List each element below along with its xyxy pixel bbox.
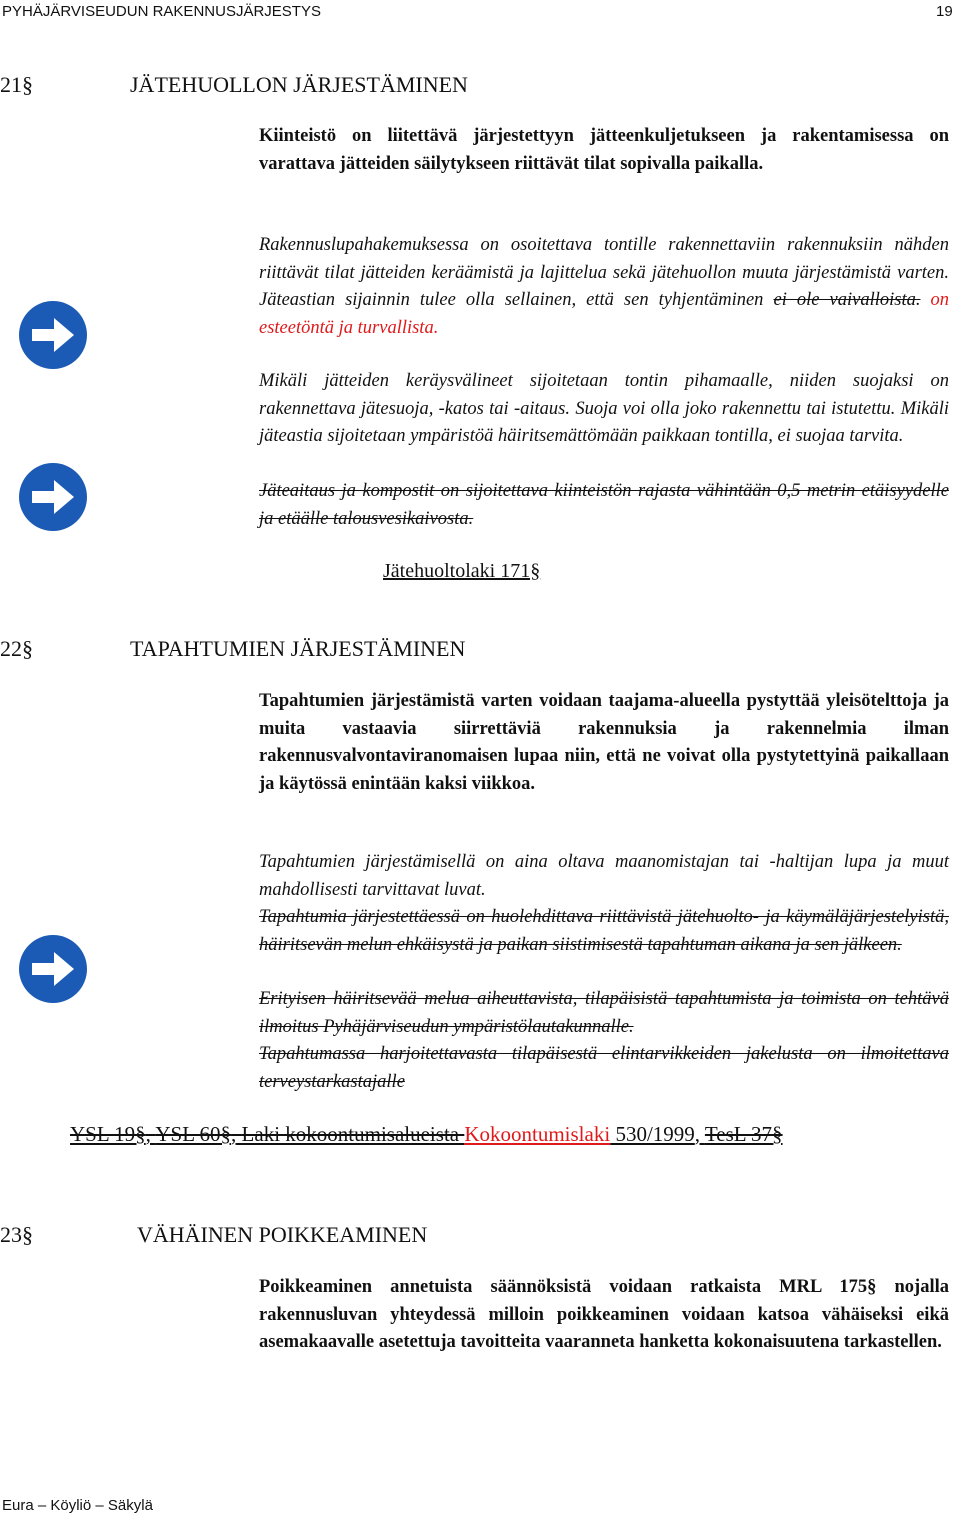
section-22-number: 22§ xyxy=(0,636,33,661)
ref-separator: , xyxy=(145,1122,156,1146)
section-22-law-references xyxy=(70,1122,783,1147)
section-21-deleted-text: ei ole vaivalloista. xyxy=(773,290,921,310)
section-22-title: TAPAHTUMIEN JÄRJESTÄMINEN xyxy=(130,636,466,661)
ref-new-law: Kokoontumislaki xyxy=(464,1122,611,1146)
section-21-title: JÄTEHUOLLON JÄRJESTÄMINEN xyxy=(130,72,468,97)
section-22-deleted-paragraph-3: Tapahtumassa harjoitettavasta tilapäisestä elintarvikkeiden jakelusta on ilmoitettava terveystarkastajalle xyxy=(259,1044,949,1092)
section-23-number: 23§ xyxy=(0,1222,33,1247)
section-21-paragraph-3: Mikäli jätteiden keräysvälineet sijoitetaan tontin pihamaalle, niiden suojaksi on rakennettava jätesuoja, -katos tai -aitaus. Suoja voi olla joko rakennettu tai istutettu. Mikäli jäteastia sijoitetaan ympäristöä häiritsemättömään paikkaan tontilla, ei suojaa tarvita. xyxy=(259,371,949,446)
right-arrow-icon xyxy=(18,462,88,532)
section-21-paragraph-2-text: Rakennuslupahakemuksessa on osoitettava tontille rakennettaviin rakennuksiin nähden riittävät tilat jätteiden keräämistä ja lajittelua sekä jätehuollon muuta järjestämistä varten. Jäteastian sijainnin tulee olla sellainen, että sen tyhjentäminen xyxy=(259,235,949,310)
ref-old-law: Laki kokoontumisalueista xyxy=(241,1122,465,1146)
section-23-paragraph-1: Poikkeaminen annetuista säännöksistä voidaan ratkaista MRL 175§ nojalla rakennusluvan yhteydessä milloin poikkeaminen voidaan katsoa vähäiseksi eikä asemakaavalle asetettuja tavoitteita vaaranneta hanketta kokonaisuutena tarkastellen. xyxy=(259,1277,949,1352)
ref-ysl-19: YSL 19§ xyxy=(70,1122,146,1146)
right-arrow-icon xyxy=(18,934,88,1004)
section-22-paragraph-2: Tapahtumien järjestämisellä on aina oltava maanomistajan tai -haltijan lupa ja muut mahdollisesti tarvittavat luvat. xyxy=(259,852,949,900)
section-23-title: VÄHÄINEN POIKKEAMINEN xyxy=(137,1222,428,1247)
page-number: 19 xyxy=(936,3,953,20)
ref-ysl-60: YSL 60§ xyxy=(155,1122,232,1146)
document-header-title: PYHÄJÄRVISEUDUN RAKENNUSJÄRJESTYS xyxy=(2,3,321,20)
section-21-law-reference: Jätehuoltolaki 171§ xyxy=(383,560,541,582)
section-22-deleted-paragraph-2: Erityisen häiritsevää melua aiheuttavista, tilapäisistä tapahtumista ja toimista on tehtävä ilmoitus Pyhäjärviseudun ympäristölautakunnalle. xyxy=(259,989,949,1037)
ref-law-number: 530/1999 xyxy=(610,1122,695,1146)
right-arrow-icon xyxy=(18,300,88,370)
section-21-number: 21§ xyxy=(0,72,33,97)
document-footer: Eura – Köyliö – Säkylä xyxy=(2,1497,153,1514)
section-21-deleted-paragraph: Jäteaitaus ja kompostit on sijoitettava kiinteistön rajasta vähintään 0,5 metrin etäisyydelle ja etäälle talousvesikaivosta. xyxy=(259,481,949,529)
section-22-paragraph-1: Tapahtumien järjestämistä varten voidaan taajama-alueella pystyttää yleisötelttoja ja muita vastaavia siirrettäviä rakennuksia ja rakennelmia ilman rakennusvalvontaviranomaisen lupaa niin, että ne voivat olla pystytettyinä paikallaan ja käytössä enintään kaksi viikkoa. xyxy=(259,691,949,794)
ref-tesl-37: TesL 37§ xyxy=(704,1122,783,1146)
section-21-paragraph-2 xyxy=(259,232,949,342)
section-22-deleted-paragraph-1: Tapahtumia järjestettäessä on huolehdittava riittävistä jätehuolto- ja käymäläjärjestelyistä, häiritsevän melun ehkäisystä ja paikan siistimisestä tapahtuman aikana ja sen jälkeen. xyxy=(259,907,949,955)
ref-separator: , xyxy=(231,1122,242,1146)
section-21-paragraph-1: Kiinteistö on liitettävä järjestettyyn jätteenkuljetukseen ja rakentamisessa on varattava jätteiden säilytykseen riittävät tilat sopivalla paikalla. xyxy=(259,126,949,174)
section-21-added-text: on esteetöntä ja turvallista. xyxy=(259,290,950,338)
ref-separator: , xyxy=(694,1122,705,1146)
